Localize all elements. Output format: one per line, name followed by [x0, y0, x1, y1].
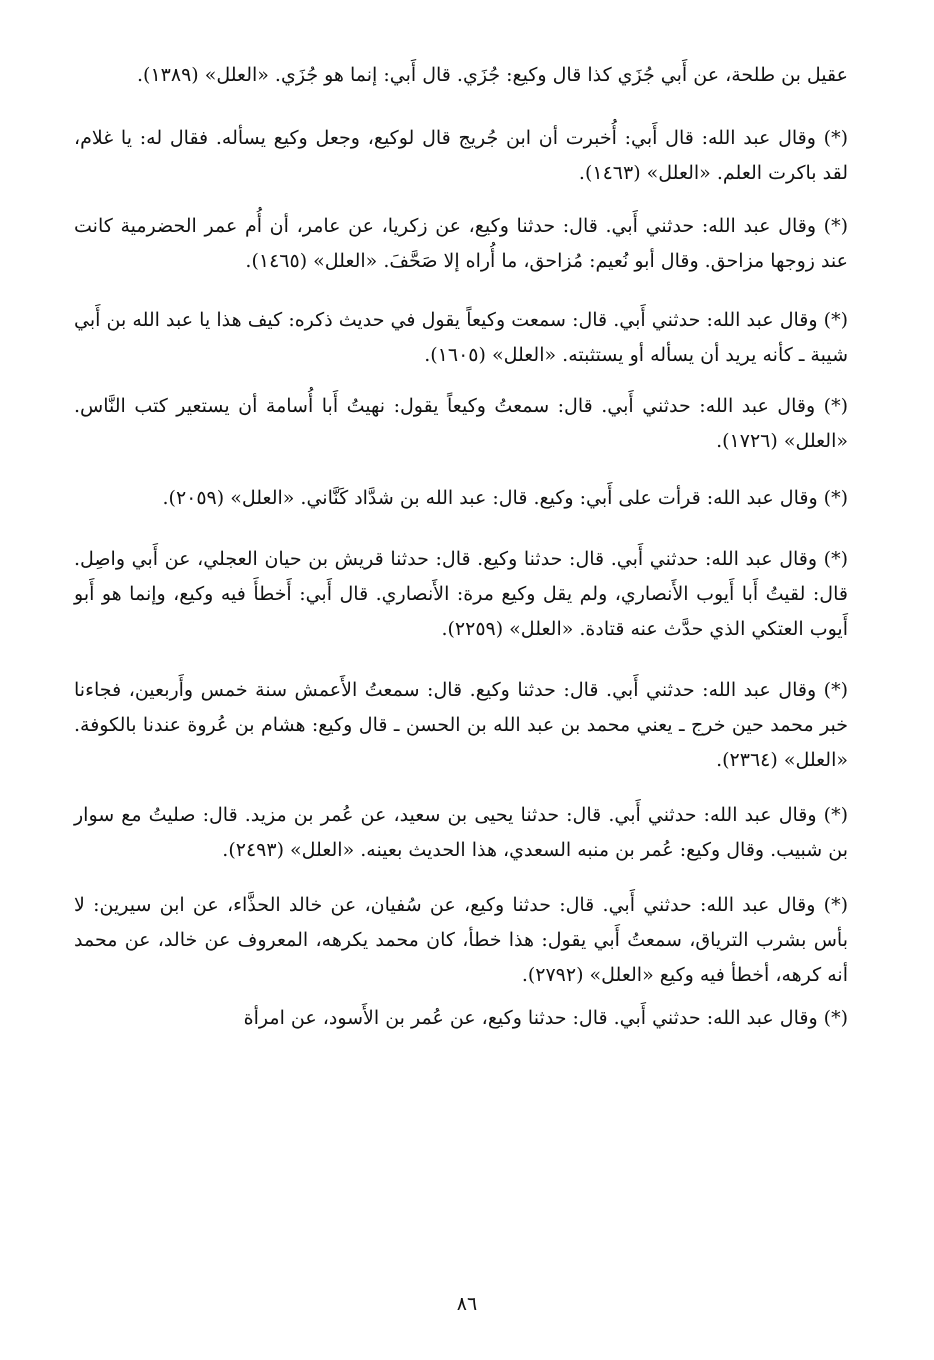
paragraph: (*) وقال عبد الله: حدثني أَبي. قال: حدثنا وكيع. قال: سمعتُ الأَعمش سنة خمس وأَربعين، فجاءنا خبر محمد حين خرج ـ يعني محمد بن عبد الله بن الحسن ـ قال وكيع: هشام بن عُروة عندنا بالكوفة. «العلل» (٢٣٦٤). [74, 679, 848, 771]
paragraph: (*) وقال عبد الله: حدثني أَبي. قال: حدثنا وكيع. قال: حدثنا قريش بن حيان العجلي، عن أَبي واصِل. قال: لقيتُ أَبا أَيوب الأَنصاري، ولم يقل وكيع مرة: الأَنصاري. قال أَبي: أَخطأَ فيه وكيع، وإنما هو أَبو أَيوب العتكي الذي حدَّث عنه قتادة. «العلل» (٢٢٥٩). [74, 548, 848, 640]
paragraph: (*) وقال عبد الله: قرأت على أَبي: وكيع. قال: عبد الله بن شدَّاد كَنَّاني. «العلل» (٢٠٥٩). [162, 487, 848, 509]
paragraph: (*) وقال عبد الله: قال أَبي: أُخبرت أن ابن جُريج قال لوكيع، وجعل وكيع يسأله. فقال له: يا غلام، لقد باكرت العلم. «العلل» (١٤٦٣). [74, 127, 848, 184]
paragraph: (*) وقال عبد الله: حدثني أَبي. قال: حدثنا وكيع، عن عُمر بن الأَسود، عن امرأة [243, 1007, 848, 1029]
paragraph: (*) وقال عبد الله: حدثني أَبي. قال: حدثنا وكيع، عن زكريا، عن عامر، أن أُم عمر الحضرمية كانت عند زوجها مزاحق. وقال أبو نُعيم: مُزاحق، ما أُراه إلا صَحَّفَ. «العلل» (١٤٦٥). [74, 215, 848, 272]
paragraph: (*) وقال عبد الله: حدثني أَبي. قال: سمعت وكيعاً يقول في حديث ذكره: كيف هذا يا عبد الله بن أَبي شيبة ـ كأنه يريد أن يسأله أو يستثبته. «العلل» (١٦٠٥). [74, 309, 848, 366]
page-body [74, 58, 848, 1036]
page-number: ٨٦ [456, 1293, 478, 1315]
paragraph: (*) وقال عبد الله: حدثني أَبي. قال: سمعتُ وكيعاً يقول: نهيتُ أَبا أُسامة أن يستعير كتب النَّاس. «العلل» (١٧٢٦). [74, 395, 848, 452]
paragraph: (*) وقال عبد الله: حدثني أَبي. قال: حدثنا يحيى بن سعيد، عن عُمر بن مزيد. قال: صليتُ مع سوار بن شبيب. وقال وكيع: عُمر بن منبه السعدي، هذا الحديث بعينه. «العلل» (٢٤٩٣). [74, 804, 848, 861]
paragraph: عقيل بن طلحة، عن أَبي جُزَي كذا قال وكيع: جُزَي. قال أَبي: إنما هو جُزَي. «العلل» (١٣٨٩). [137, 64, 848, 86]
paragraph: (*) وقال عبد الله: حدثني أَبي. قال: حدثنا وكيع، عن سُفيان، عن خالد الحذَّاء، عن ابن سيرين: لا بأس بشرب الترياق، سمعتُ أَبي يقول: هذا خطأ، كان محمد يكرهه، المعروف عن خالد، عن محمد أنه كرهه، أخطأ فيه وكيع «العلل» (٢٧٩٢). [74, 894, 848, 986]
